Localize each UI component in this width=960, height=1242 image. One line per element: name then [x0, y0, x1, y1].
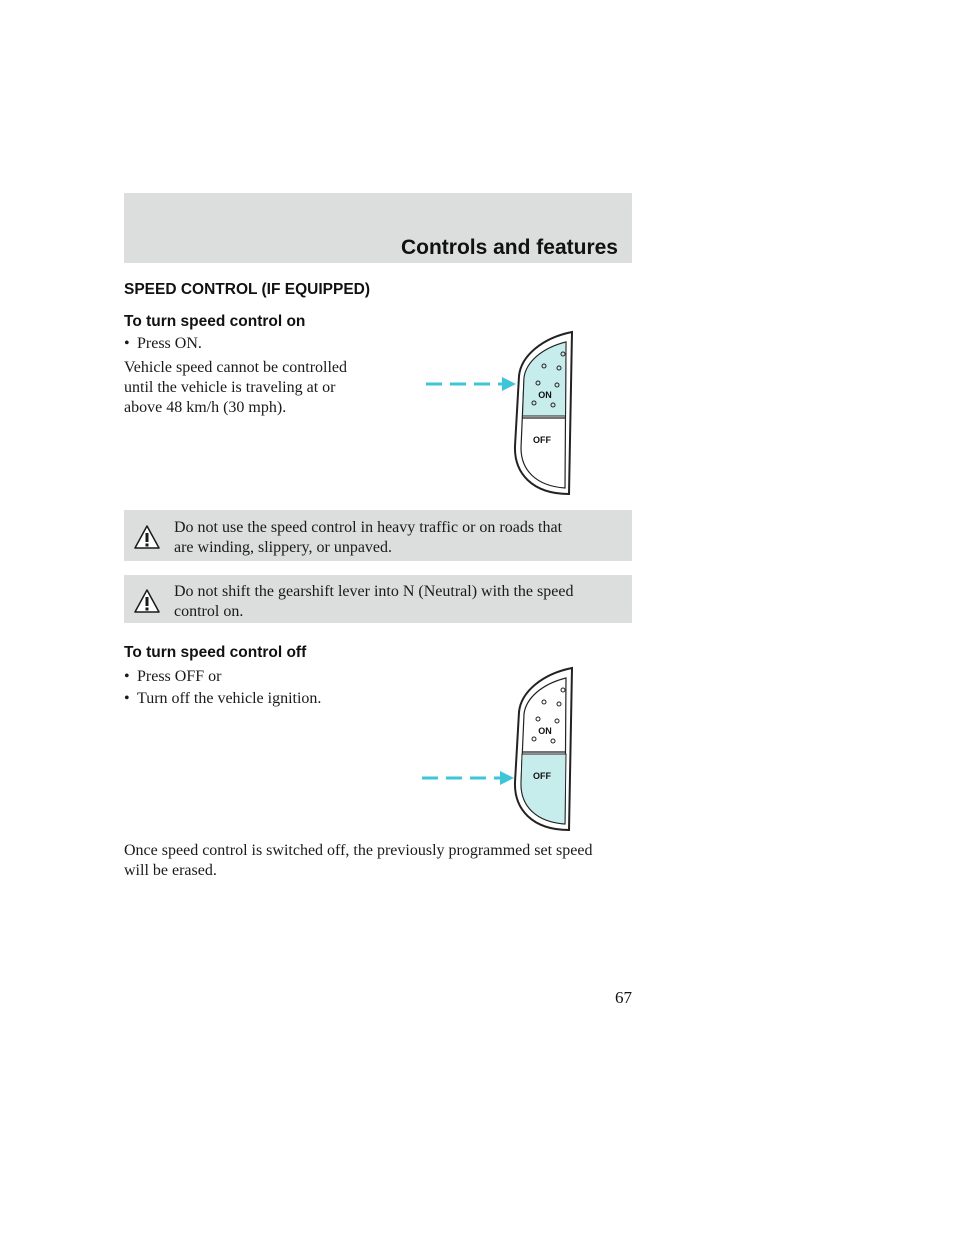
off-button-label: OFF	[533, 435, 551, 445]
warning-text	[174, 582, 618, 622]
turn-off-heading: To turn speed control off	[124, 644, 307, 661]
on-button-label: ON	[538, 390, 552, 400]
off-button-label: OFF	[533, 771, 551, 781]
dashed-arrow-icon	[426, 377, 516, 391]
paragraph-line: Once speed control is switched off, the previously programmed set speed	[124, 842, 593, 859]
switch-housing-icon	[515, 332, 572, 494]
on-button-label: ON	[538, 726, 552, 736]
bullet-text: Turn off the vehicle ignition.	[137, 690, 322, 707]
turn-on-heading: To turn speed control on	[124, 313, 306, 330]
paragraph-line: Vehicle speed cannot be controlled	[124, 359, 348, 376]
list-item	[124, 334, 202, 354]
bullet-icon: •	[124, 690, 130, 707]
speed-control-on-figure	[420, 328, 580, 498]
warning-triangle-icon	[134, 525, 160, 549]
warning-box	[124, 575, 632, 623]
warning-line: Do not use the speed control in heavy traffic or on roads that	[174, 519, 563, 536]
bullet-icon: •	[124, 335, 130, 352]
warning-text	[174, 518, 618, 558]
paragraph-line: above 48 km/h (30 mph).	[124, 399, 287, 416]
warning-line: Do not shift the gearshift lever into N (Neutral) with the speed	[174, 583, 574, 600]
closing-paragraph	[124, 841, 592, 881]
bullet-text: Press OFF or	[137, 668, 222, 685]
header-title: Controls and features	[400, 236, 618, 259]
paragraph-line: until the vehicle is traveling at or	[124, 379, 336, 396]
warning-line: are winding, slippery, or unpaved.	[174, 539, 393, 556]
page-number: 67	[615, 988, 632, 1007]
bullet-icon: •	[124, 668, 130, 685]
header-band	[124, 193, 632, 263]
list-item	[124, 667, 221, 687]
paragraph-line: will be erased.	[124, 862, 217, 879]
speed-control-off-figure	[420, 664, 580, 834]
switch-housing-icon	[515, 668, 572, 830]
warning-line: control on.	[174, 603, 244, 620]
section-title: SPEED CONTROL (IF EQUIPPED)	[124, 281, 371, 298]
dashed-arrow-icon	[422, 771, 514, 785]
warning-triangle-icon	[134, 589, 160, 613]
warning-box	[124, 510, 632, 561]
turn-on-paragraph	[124, 358, 347, 418]
bullet-text: Press ON.	[137, 335, 202, 352]
list-item	[124, 689, 321, 709]
